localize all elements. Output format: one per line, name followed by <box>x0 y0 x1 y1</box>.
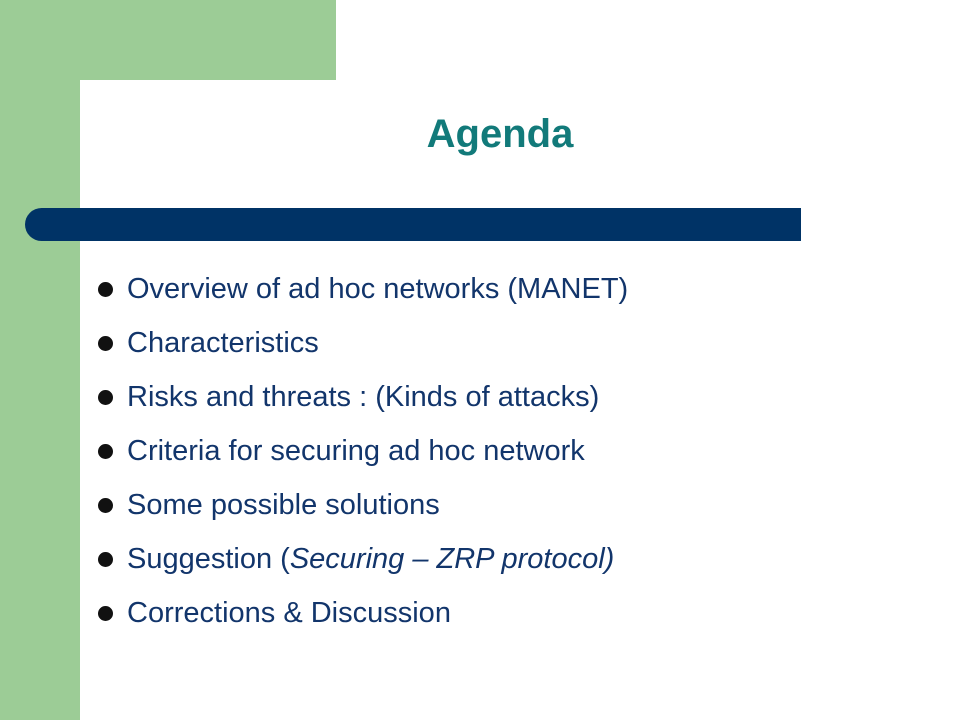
agenda-item-text: Risks and threats : (Kinds of attacks) <box>127 380 600 413</box>
agenda-item-text: Overview of ad hoc networks (MANET) <box>127 272 629 305</box>
agenda-item <box>98 586 628 640</box>
bullet-dot-icon <box>98 390 113 405</box>
agenda-item-text: Characteristics <box>127 326 319 359</box>
agenda-item <box>98 478 628 532</box>
agenda-item-text: Corrections & Discussion <box>127 596 451 629</box>
agenda-item-text: Some possible solutions <box>127 488 440 521</box>
suggestion-italic: Securing – ZRP protocol) <box>289 542 615 575</box>
bullet-dot-icon <box>98 552 113 567</box>
agenda-item <box>98 424 628 478</box>
agenda-item-text: Criteria for securing ad hoc network <box>127 434 585 467</box>
title-underline-bar <box>25 208 801 241</box>
left-accent-strip <box>0 0 80 720</box>
agenda-item-text <box>127 543 614 576</box>
top-accent-block <box>0 0 336 80</box>
agenda-item-suggestion <box>98 532 628 586</box>
agenda-list <box>98 262 628 640</box>
bullet-dot-icon <box>98 282 113 297</box>
slide-title: Agenda <box>426 112 574 156</box>
bullet-dot-icon <box>98 498 113 513</box>
agenda-item <box>98 370 628 424</box>
suggestion-prefix: Suggestion ( <box>127 542 290 575</box>
bullet-dot-icon <box>98 606 113 621</box>
agenda-item <box>98 316 628 370</box>
agenda-item <box>98 262 628 316</box>
bullet-dot-icon <box>98 444 113 459</box>
bullet-dot-icon <box>98 336 113 351</box>
